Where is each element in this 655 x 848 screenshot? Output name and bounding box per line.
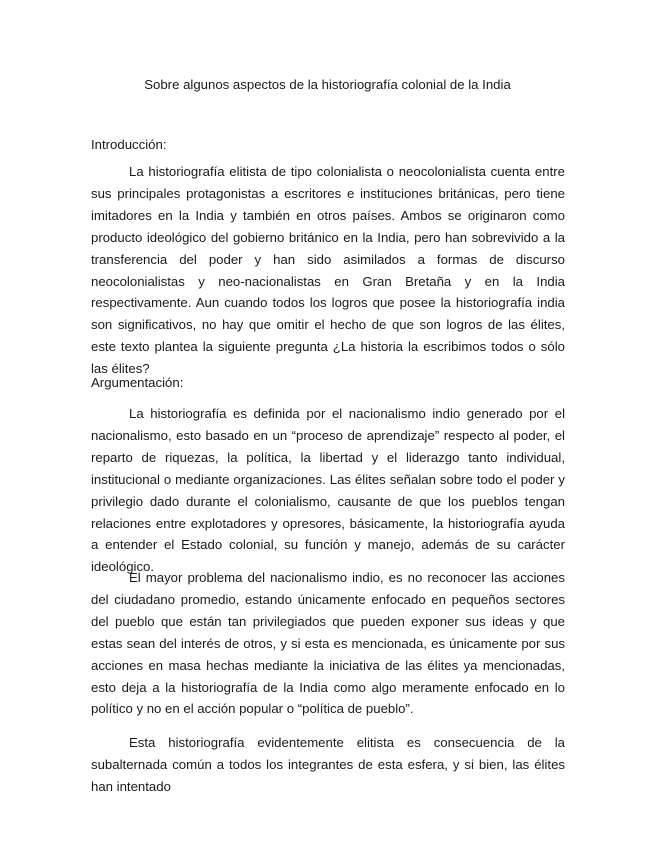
section-heading-introduction: Introducción: xyxy=(91,137,167,152)
document-title: Sobre algunos aspectos de la historiografía colonial de la India xyxy=(144,77,511,92)
section-heading-argumentation: Argumentación: xyxy=(91,375,184,390)
paragraph-argumentation-2: El mayor problema del nacionalismo indio, es no reconocer las acciones del ciudadano promedio, estando únicamente enfocado en pequeños sectores del pueblo que están tan privilegiados que pueden exponer sus ideas y que estas sean del interés de otros, y si esta es mencionada, es únicamente por sus acciones en masa hechas mediante la iniciativa de las élites ya mencionadas, esto deja a la historiografía de la India como algo meramente enfocado en lo político y no en el acción popular o “política de pueblo”. xyxy=(91,570,565,717)
paragraph-argumentation-1: La historiografía es definida por el nacionalismo indio generado por el nacionalismo, esto basado en un “proceso de aprendizaje” respecto al poder, el reparto de riquezas, la política, la libertad y el liderazgo tanto individual, institucional o mediante organizaciones. Las élites señalan sobre todo el poder y privilegio dado durante el colonialismo, causante de que los pueblos tengan relaciones entre explotadores y opresores, básicamente, la historiografía ayuda a entender el Estado colonial, su función y manejo, además de su carácter ideológico. xyxy=(91,406,565,575)
paragraph-argumentation-3: Esta historiografía evidentemente elitista es consecuencia de la subalternada común a todos los integrantes de esta esfera, y si bien, las élites han intentado xyxy=(91,735,565,794)
paragraph-introduction: La historiografía elitista de tipo colonialista o neocolonialista cuenta entre sus principales protagonistas a escritores e instituciones británicas, pero tiene imitadores en la India y también en otros países. Ambos se originaron como producto ideológico del gobierno británico en la India, pero han sobrevivido a la transferencia del poder y han sido asimilados a formas de discurso neocolonialistas y neo-nacionalistas en Gran Bretaña y en la India respectivamente. Aun cuando todos los logros que posee la historiografía india son significativos, no hay que omitir el hecho de que son logros de las élites, este texto plantea la siguiente pregunta ¿La historia la escribimos todos o sólo las élites? xyxy=(91,164,565,377)
